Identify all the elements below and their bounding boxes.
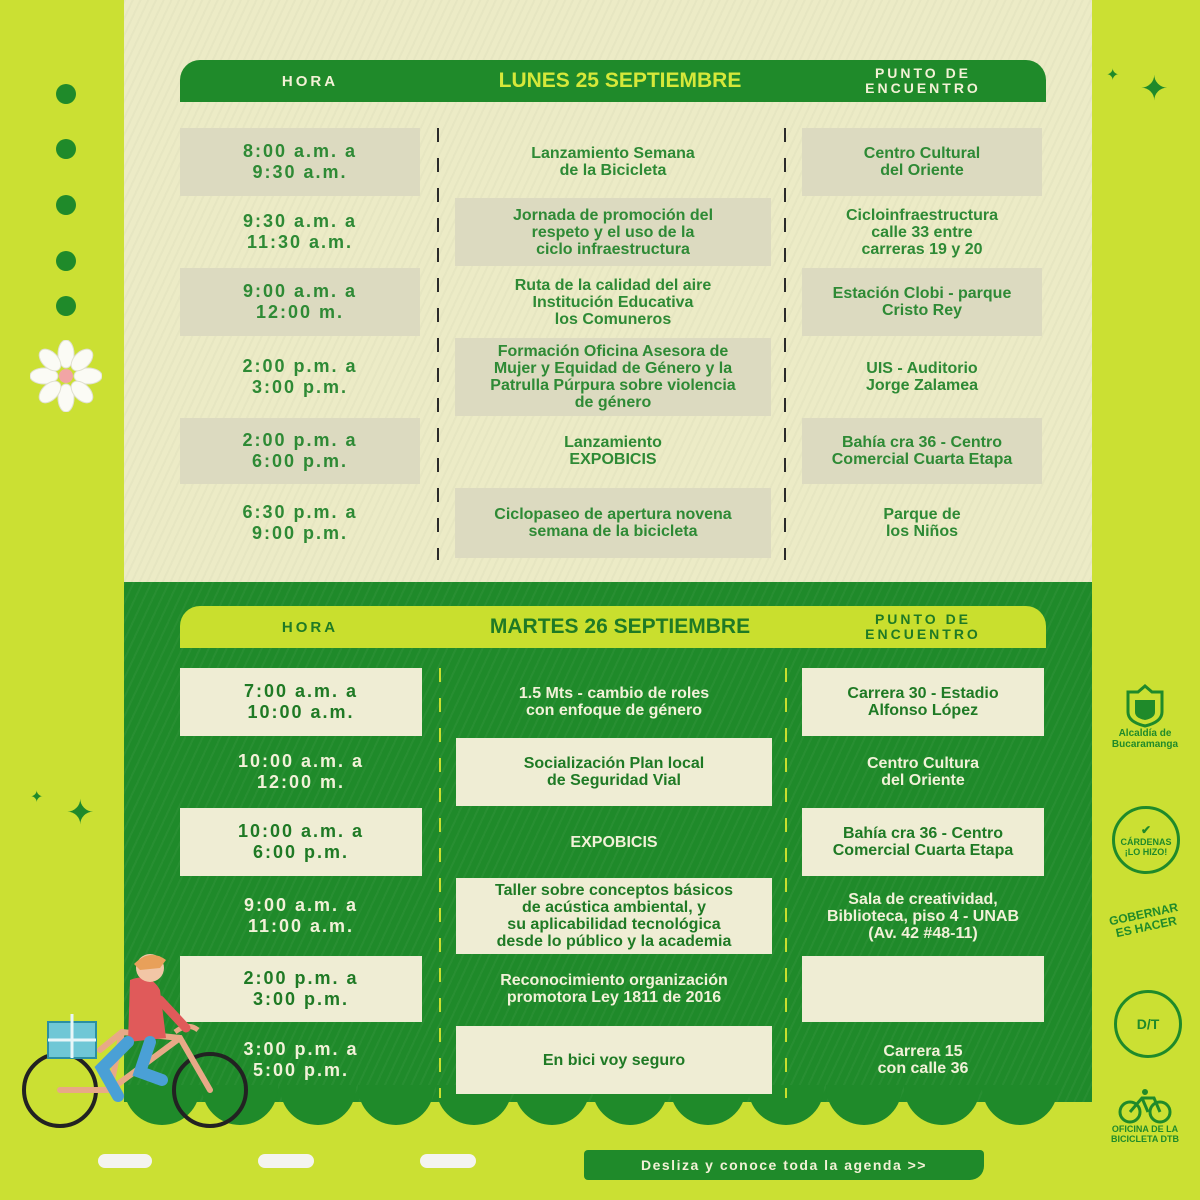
tuesday-place: Carrera 30 - Estadio Alfonso López [802,668,1044,736]
transito-logo [1114,990,1182,1058]
hora-header: HORA [281,72,339,90]
tuesday-time: 7:00 a.m. a 10:00 a.m. [180,668,422,736]
cyclist-illustration [10,950,250,1140]
column-divider [439,668,441,1098]
cardenas-badge [1112,806,1180,874]
monday-time: 2:00 p.m. a 3:00 p.m. [242,356,358,397]
monday-place: Bahía cra 36 - Centro Comercial Cuarta Etapa [802,418,1042,484]
monday-activity: Ciclopaseo de apertura novena semana de la bicicleta [455,488,771,558]
monday-time: 6:30 p.m. a 9:00 p.m. [242,502,358,543]
monday-place: Cicloinfraestructura calle 33 entre carreras 19 y 20 [845,206,999,258]
alcaldia-logo [1108,684,1182,750]
monday-time: 8:00 a.m. a 9:30 a.m. [180,128,420,196]
dot-icon [56,296,76,316]
tuesday-place: Carrera 15 con calle 36 [877,1043,969,1077]
bicicleta-logo [1108,1088,1182,1144]
column-divider [437,128,439,560]
swipe-cta[interactable]: Desliza y conoce toda la agenda >> [584,1150,984,1180]
road-line [258,1154,314,1168]
cardenas-label: CÁRDENAS ¡LO HIZO! [1120,836,1172,857]
sparkle-icon: ✦ [66,794,95,832]
monday-place: Estación Clobi - parque Cristo Rey [802,268,1042,336]
tuesday-header [180,606,1046,648]
dot-icon [56,195,76,215]
tuesday-place [802,956,1044,1022]
sparkle-icon: ✦ [30,789,44,806]
monday-activity: Lanzamiento EXPOBICIS [564,434,662,468]
tuesday-activity: 1.5 Mts - cambio de roles con enfoque de género [518,685,710,719]
bicicleta-label: OFICINA DE LA BICICLETA DTB [1111,1124,1179,1144]
monday-place: Parque de los Niños [883,506,961,540]
monday-activity: Lanzamiento Semana de la Bicicleta [531,145,695,179]
monday-place: UIS - Auditorio Jorge Zalamea [865,360,979,394]
dot-icon [56,84,76,104]
monday-time: 9:00 a.m. a 12:00 m. [180,268,420,336]
check-badge-icon: ✔ [1140,822,1152,837]
dot-icon [56,251,76,271]
tuesday-activity: EXPOBICIS [570,833,658,851]
tuesday-place: Centro Cultura del Oriente [867,755,979,789]
monday-time: 2:00 p.m. a 6:00 p.m. [180,418,420,484]
tuesday-time: 10:00 a.m. a 6:00 p.m. [180,808,422,876]
punto-header: PUNTO DE ENCUENTRO [865,611,981,642]
tuesday-time: 10:00 a.m. a 12:00 m. [237,751,365,792]
gobernar-label: GOBERNAR ES HACER [1107,900,1180,941]
dot-icon [56,139,76,159]
hora-header: HORA [281,618,339,636]
road-line [98,1154,152,1168]
punto-header: PUNTO DE ENCUENTRO [865,65,981,96]
monday-activity: Jornada de promoción del respeto y el uso de la ciclo infraestructura [455,198,771,266]
sparkle-icon: ✦ [1140,70,1169,108]
tuesday-time: 9:00 a.m. a 11:00 a.m. [243,895,359,936]
monday-place: Centro Cultural del Oriente [802,128,1042,196]
monday-activity: Ruta de la calidad del aire Institución Educativa los Comuneros [514,276,712,328]
transito-label: D/T [1136,1015,1160,1032]
tuesday-time: 2:00 p.m. a 3:00 p.m. [180,956,422,1022]
sparkle-icon: ✦ [1106,67,1120,84]
bicycle-logo-icon [1118,1088,1172,1124]
alcaldia-label: Alcaldía de Bucaramanga [1111,728,1179,750]
tuesday-activity: En bici voy seguro [456,1026,772,1094]
monday-header [180,60,1046,102]
tuesday-activity: Reconocimiento organización promotora Ley 1811 de 2016 [500,972,728,1006]
monday-time: 9:30 a.m. a 11:30 a.m. [242,211,358,252]
column-divider [784,128,786,560]
monday-activity: Formación Oficina Asesora de Mujer y Equidad de Género y la Patrulla Púrpura sobre violencia de género [455,338,771,416]
tuesday-place: Bahía cra 36 - Centro Comercial Cuarta Etapa [802,808,1044,876]
road-line [420,1154,476,1168]
daisy-icon [30,340,102,412]
day-title: LUNES 25 SEPTIEMBRE [498,69,742,92]
tuesday-activity: Socialización Plan local de Seguridad Vial [456,738,772,806]
tuesday-time: 3:00 p.m. a 5:00 p.m. [243,1039,359,1080]
tuesday-place: Sala de creatividad, Biblioteca, piso 4 - UNAB (Av. 42 #48-11) [826,890,1020,942]
day-title: MARTES 26 SEPTIEMBRE [489,615,751,638]
column-divider [785,668,787,1098]
coat-of-arms-icon [1122,684,1168,728]
tuesday-activity: Taller sobre conceptos básicos de acústica ambiental, y su aplicabilidad tecnológica desde lo público y la academia [456,878,772,954]
